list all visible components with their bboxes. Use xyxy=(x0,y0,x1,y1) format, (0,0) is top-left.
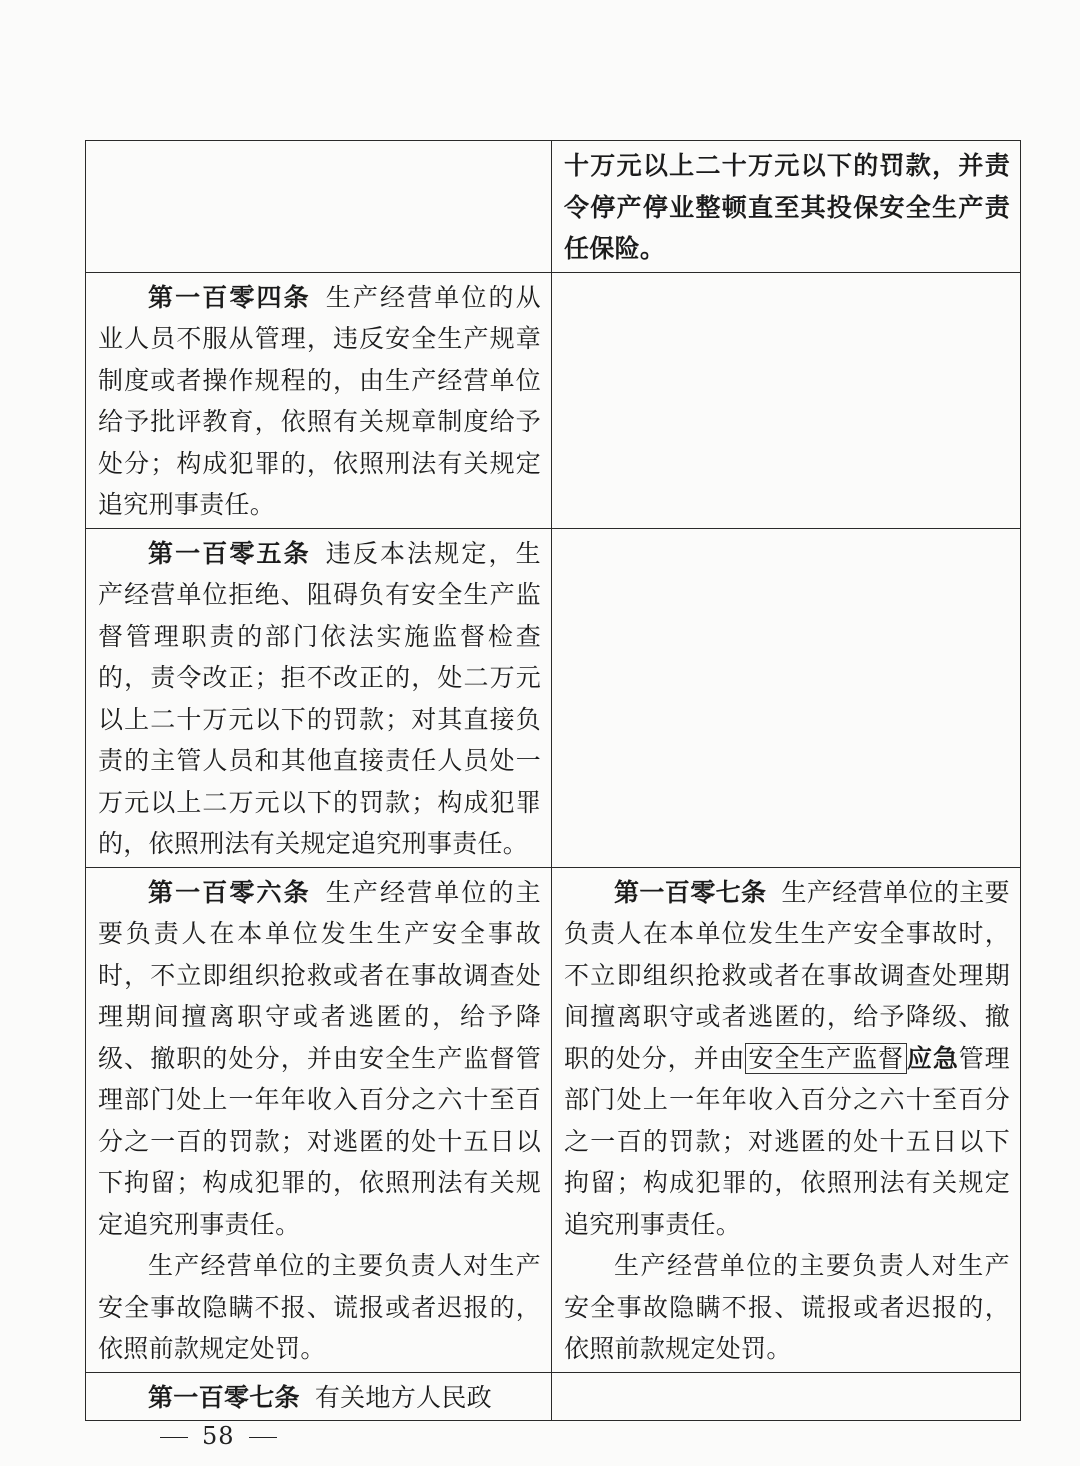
table-cell-new xyxy=(552,1372,1021,1421)
table-cell-old xyxy=(86,141,552,273)
table-cell-old xyxy=(86,272,552,528)
table-row xyxy=(86,141,1021,273)
article-text: 生产经营单位的主要负责人在本单位发生生产安全事故时，不立即组织抢救或者在事故调查处理期间擅离职守或者逃匿的，给予降级、撤职的处分，并由安全生产监督管理部门处上一年年收入百分之六十至百分之一百的罚款；对逃匿的处十五日以下拘留；构成犯罪的，依照刑法有关规定追究刑事责任。 xyxy=(98,877,541,1239)
comparison-table xyxy=(85,140,1021,1421)
article-text: 生产经营单位的从业人员不服从管理，违反安全生产规章制度或者操作规程的，由生产经营单位给予批评教育，依照有关规章制度给予处分；构成犯罪的，依照刑法有关规定追究刑事责任。 xyxy=(98,282,541,519)
table-cell-new xyxy=(552,272,1021,528)
page-footer xyxy=(146,1422,291,1450)
article-paragraph xyxy=(98,533,541,865)
article-paragraph-2: 生产经营单位的主要负责人对生产安全事故隐瞒不报、谎报或者迟报的，依照前款规定处罚。 xyxy=(564,1251,1010,1363)
table-cell-old xyxy=(86,867,552,1372)
article-paragraph-2: 生产经营单位的主要负责人对生产安全事故隐瞒不报、谎报或者迟报的，依照前款规定处罚。 xyxy=(98,1251,541,1363)
article-text: 有关地方人民政 xyxy=(314,1382,492,1412)
article-text: 违反本法规定，生产经营单位拒绝、阻碍负有安全生产监督管理职责的部门依法实施监督检查的，责令改正；拒不改正的，处二万元以上二十万元以下的罚款；对其直接负责的主管人员和其他直接责任人员处一万元以上二万元以下的罚款；构成犯罪的，依照刑法有关规定追究刑事责任。 xyxy=(98,538,541,858)
table-row xyxy=(86,867,1021,1372)
article-paragraph xyxy=(564,872,1010,1246)
page-number: 58 xyxy=(202,1422,235,1450)
article-number: 第一百零七条 xyxy=(148,1382,300,1412)
article-paragraph xyxy=(98,1377,541,1419)
table-cell-new xyxy=(552,141,1021,273)
table-cell-new xyxy=(552,867,1021,1372)
article-number: 第一百零六条 xyxy=(148,877,311,907)
footer-dash-right xyxy=(249,1437,277,1438)
table-cell-new xyxy=(552,528,1021,867)
table-row xyxy=(86,272,1021,528)
article-number: 第一百零五条 xyxy=(148,538,311,568)
article-number: 第一百零七条 xyxy=(614,877,767,907)
article-paragraph xyxy=(98,277,541,526)
table-cell-old xyxy=(86,1372,552,1421)
deleted-text-box: 安全生产监督 xyxy=(745,1043,907,1074)
inserted-text: 应急 xyxy=(906,1043,959,1073)
cell-text: 十万元以上二十万元以下的罚款，并责令停产停业整顿直至其投保安全生产责任保险。 xyxy=(564,151,1010,263)
article-paragraph xyxy=(98,872,541,1246)
table-cell-old xyxy=(86,528,552,867)
article-text-cont: 管理部门处上一年年收入百分之六十至百分之一百的罚款；对逃匿的处十五日以下拘留；构成犯罪的，依照刑法有关规定追究刑事责任。 xyxy=(564,1043,1010,1239)
article-number: 第一百零四条 xyxy=(148,282,311,312)
table-row xyxy=(86,1372,1021,1421)
article-text: 生产经营单位的主要负责人在本单位发生生产安全事故时，不立即组织抢救或者在事故调查处理期间擅离职守或者逃匿的，给予降级、撤职的处分，并由 xyxy=(564,877,1010,1073)
footer-dash-left xyxy=(160,1437,188,1438)
table-row xyxy=(86,528,1021,867)
